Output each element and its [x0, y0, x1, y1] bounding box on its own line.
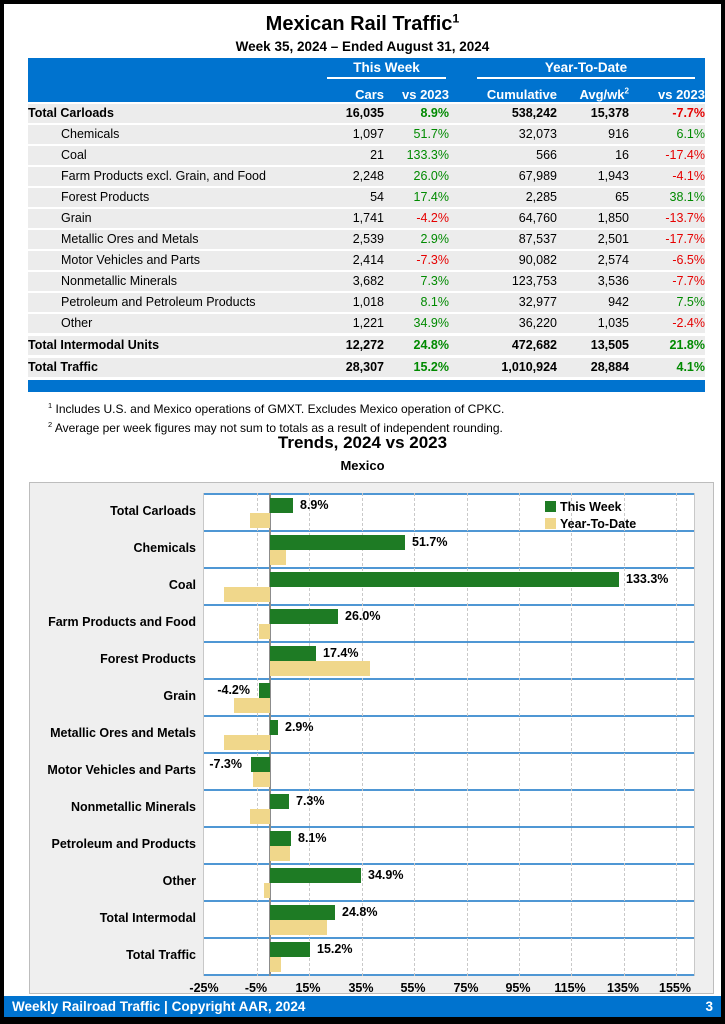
avg-per-week-value: 28,884 — [557, 357, 629, 379]
bar-value-label: 34.9% — [368, 868, 404, 882]
x-axis-tick-label: 35% — [348, 981, 374, 995]
avg-per-week-value: 2,574 — [557, 250, 629, 271]
cars-value: 2,539 — [324, 229, 384, 250]
gridline — [414, 493, 415, 976]
traffic-table-body — [28, 103, 705, 378]
cumulative-value: 32,977 — [449, 292, 557, 313]
row-label: Nonmetallic Minerals — [28, 271, 324, 292]
gridline — [624, 493, 625, 976]
trends-chart — [29, 482, 714, 994]
chart-plot-area — [203, 493, 695, 976]
gridline — [676, 493, 677, 976]
x-axis-tick-label: 115% — [554, 981, 586, 995]
chart-subtitle: Mexico — [340, 458, 385, 473]
legend-item-this-week — [545, 498, 636, 515]
ytd-bar — [270, 661, 370, 676]
cumulative-value: 472,682 — [449, 335, 557, 357]
avg-per-week-value: 3,536 — [557, 271, 629, 292]
table-row — [28, 357, 705, 379]
table-bottom-band — [28, 380, 705, 392]
title-footnote-marker: 1 — [452, 11, 460, 26]
x-axis-tick-label: 95% — [505, 981, 531, 995]
x-axis-tick-label: 155% — [659, 981, 691, 995]
this-week-bar — [270, 831, 291, 846]
ytd-vs-2023-value: -2.4% — [629, 313, 705, 335]
this-week-bar — [270, 905, 335, 920]
ytd-vs-2023-value: -13.7% — [629, 208, 705, 229]
footer — [4, 996, 721, 1017]
column-header-row — [28, 79, 705, 103]
ytd-group-label: Year-To-Date — [477, 60, 695, 79]
this-week-vs-2023-value: -4.2% — [384, 208, 449, 229]
chart-category-label: Total Carloads — [110, 503, 196, 518]
cumulative-value: 36,220 — [449, 313, 557, 335]
ytd-vs-2023-value: 7.5% — [629, 292, 705, 313]
ytd-vs-2023-value: 38.1% — [629, 187, 705, 208]
this-week-vs-2023-value: 2.9% — [384, 229, 449, 250]
chart-row-band — [204, 752, 694, 789]
chart-row-band — [204, 678, 694, 715]
column-header-cumulative: Cumulative — [449, 79, 557, 103]
cumulative-value: 90,082 — [449, 250, 557, 271]
this-week-vs-2023-value: 34.9% — [384, 313, 449, 335]
avg-per-week-value: 942 — [557, 292, 629, 313]
cars-value: 12,272 — [324, 335, 384, 357]
ytd-swatch-icon — [545, 518, 556, 529]
x-axis-tick-label: 15% — [295, 981, 321, 995]
x-axis-tick-label: 75% — [453, 981, 479, 995]
legend-label-this-week: This Week — [560, 499, 622, 514]
ytd-bar — [270, 846, 290, 861]
avg-per-week-value: 16 — [557, 145, 629, 166]
ytd-vs-2023-value: -7.7% — [629, 271, 705, 292]
row-label: Total Intermodal Units — [28, 335, 324, 357]
chart-category-label: Petroleum and Products — [51, 836, 196, 851]
column-header-ytd-vs2023: vs 2023 — [629, 79, 705, 103]
row-label: Chemicals — [28, 124, 324, 145]
this-week-vs-2023-value: 24.8% — [384, 335, 449, 357]
chart-category-label: Farm Products and Food — [48, 614, 196, 629]
column-header-cars: Cars — [324, 79, 384, 103]
chart-category-label: Motor Vehicles and Parts — [47, 762, 196, 777]
x-axis-tick-label: 135% — [607, 981, 639, 995]
avg-per-week-footnote-marker: 2 — [624, 86, 629, 96]
avg-per-week-value: 15,378 — [557, 103, 629, 124]
cars-value: 28,307 — [324, 357, 384, 379]
page-title — [4, 13, 721, 36]
footnote-1-text: Includes U.S. and Mexico operations of GMXT. Excludes Mexico operation of CPKC. — [55, 402, 505, 416]
ytd-bar — [270, 957, 281, 972]
bar-value-label: 15.2% — [317, 942, 353, 956]
footer-bottom-edge — [4, 1017, 721, 1020]
table-row — [28, 103, 705, 124]
row-label: Grain — [28, 208, 324, 229]
ytd-vs-2023-value: -4.1% — [629, 166, 705, 187]
avg-per-week-value: 1,850 — [557, 208, 629, 229]
chart-category-label: Grain — [163, 688, 196, 703]
cumulative-value: 64,760 — [449, 208, 557, 229]
footnote-2-marker: 2 — [48, 420, 53, 430]
ytd-vs-2023-value: 6.1% — [629, 124, 705, 145]
bar-value-label: 8.1% — [298, 831, 327, 845]
table-row — [28, 208, 705, 229]
ytd-bar — [224, 735, 270, 750]
row-label: Coal — [28, 145, 324, 166]
ytd-bar — [270, 550, 286, 565]
cumulative-value: 566 — [449, 145, 557, 166]
x-axis-tick-label: -25% — [189, 981, 219, 995]
column-header-avg-per-week — [557, 79, 629, 103]
footnote-2-text: Average per week figures may not sum to totals as a result of independent rounding. — [54, 421, 503, 436]
this-week-group-label: This Week — [327, 60, 446, 79]
bar-value-label: 133.3% — [626, 572, 669, 586]
x-axis-tick-label: 55% — [400, 981, 426, 995]
group-header-row — [28, 58, 705, 79]
row-label: Petroleum and Petroleum Products — [28, 292, 324, 313]
ytd-group-header — [449, 58, 705, 79]
legend-label-ytd: Year-To-Date — [560, 516, 637, 531]
chart-category-label: Nonmetallic Minerals — [70, 799, 196, 814]
this-week-vs-2023-value: 8.1% — [384, 292, 449, 313]
chart-header — [4, 433, 721, 473]
this-week-vs-2023-value: 17.4% — [384, 187, 449, 208]
cumulative-value: 87,537 — [449, 229, 557, 250]
chart-bottom-border — [204, 974, 694, 976]
bar-value-label: 8.9% — [300, 498, 329, 512]
cumulative-value: 538,242 — [449, 103, 557, 124]
chart-category-label: Total Intermodal — [99, 910, 196, 925]
ytd-vs-2023-value: 4.1% — [629, 357, 705, 379]
this-week-bar — [270, 535, 405, 550]
this-week-vs-2023-value: 8.9% — [384, 103, 449, 124]
row-label: Other — [28, 313, 324, 335]
gridline — [467, 493, 468, 976]
ytd-bar — [270, 920, 327, 935]
bar-value-label: -7.3% — [209, 757, 242, 771]
chart-category-label: Coal — [168, 577, 196, 592]
table-header — [28, 58, 705, 103]
this-week-vs-2023-value: 51.7% — [384, 124, 449, 145]
bar-value-label: 51.7% — [412, 535, 448, 549]
ytd-bar — [253, 772, 270, 787]
this-week-bar — [259, 683, 270, 698]
x-axis-tick-label: -5% — [244, 981, 268, 995]
this-week-vs-2023-value: 133.3% — [384, 145, 449, 166]
table-row — [28, 229, 705, 250]
ytd-bar — [259, 624, 270, 639]
bar-value-label: 7.3% — [296, 794, 325, 808]
chart-category-label: Metallic Ores and Metals — [50, 725, 196, 740]
avg-per-week-label: Avg/wk — [579, 87, 625, 102]
this-week-bar — [270, 720, 278, 735]
table-row — [28, 124, 705, 145]
bar-value-label: -4.2% — [217, 683, 250, 697]
ytd-bar — [250, 809, 270, 824]
cumulative-value: 67,989 — [449, 166, 557, 187]
footer-page-number: 3 — [705, 999, 713, 1014]
table-row — [28, 335, 705, 357]
ytd-bar — [250, 513, 270, 528]
this-week-bar — [251, 757, 270, 772]
ytd-vs-2023-value: -7.7% — [629, 103, 705, 124]
this-week-vs-2023-value: -7.3% — [384, 250, 449, 271]
row-label: Motor Vehicles and Parts — [28, 250, 324, 271]
cumulative-value: 2,285 — [449, 187, 557, 208]
ytd-vs-2023-value: -17.4% — [629, 145, 705, 166]
table-row — [28, 271, 705, 292]
table-row — [28, 145, 705, 166]
page-title-text: Mexican Rail Traffic — [265, 13, 453, 35]
row-label: Forest Products — [28, 187, 324, 208]
cumulative-value: 32,073 — [449, 124, 557, 145]
cars-value: 2,248 — [324, 166, 384, 187]
gridline — [519, 493, 520, 976]
bar-value-label: 2.9% — [285, 720, 314, 734]
cars-value: 54 — [324, 187, 384, 208]
this-week-bar — [270, 609, 338, 624]
this-week-bar — [270, 868, 361, 883]
bar-value-label: 26.0% — [345, 609, 381, 623]
this-week-bar — [270, 498, 293, 513]
cars-value: 2,414 — [324, 250, 384, 271]
ytd-vs-2023-value: -17.7% — [629, 229, 705, 250]
cars-value: 3,682 — [324, 271, 384, 292]
row-label: Total Carloads — [28, 103, 324, 124]
this-week-bar — [270, 794, 289, 809]
table-row — [28, 166, 705, 187]
footer-left-text: Weekly Railroad Traffic | Copyright AAR, 2024 — [12, 999, 306, 1014]
ytd-vs-2023-value: -6.5% — [629, 250, 705, 271]
ytd-bar — [234, 698, 270, 713]
cars-value: 16,035 — [324, 103, 384, 124]
column-header-this-week-vs2023: vs 2023 — [384, 79, 449, 103]
avg-per-week-value: 13,505 — [557, 335, 629, 357]
table-row — [28, 313, 705, 335]
chart-category-label: Forest Products — [100, 651, 196, 666]
this-week-bar — [270, 646, 316, 661]
this-week-vs-2023-value: 26.0% — [384, 166, 449, 187]
table-row — [28, 292, 705, 313]
avg-per-week-value: 1,943 — [557, 166, 629, 187]
chart-category-label: Total Traffic — [126, 947, 196, 962]
avg-per-week-value: 1,035 — [557, 313, 629, 335]
page-subtitle: Week 35, 2024 – Ended August 31, 2024 — [235, 39, 490, 54]
chart-category-label: Chemicals — [133, 540, 196, 555]
cars-value: 1,221 — [324, 313, 384, 335]
this-week-group-header — [324, 58, 449, 79]
avg-per-week-value: 65 — [557, 187, 629, 208]
row-label: Farm Products excl. Grain, and Food — [28, 166, 324, 187]
cars-value: 21 — [324, 145, 384, 166]
avg-per-week-value: 916 — [557, 124, 629, 145]
this-week-bar — [270, 572, 619, 587]
cumulative-value: 1,010,924 — [449, 357, 557, 379]
table-row — [28, 187, 705, 208]
ytd-bar — [224, 587, 270, 602]
row-label: Metallic Ores and Metals — [28, 229, 324, 250]
this-week-vs-2023-value: 7.3% — [384, 271, 449, 292]
table-row — [28, 250, 705, 271]
cars-value: 1,097 — [324, 124, 384, 145]
gridline — [571, 493, 572, 976]
cars-value: 1,741 — [324, 208, 384, 229]
footnote-1-marker: 1 — [48, 401, 53, 410]
avg-per-week-value: 2,501 — [557, 229, 629, 250]
this-week-vs-2023-value: 15.2% — [384, 357, 449, 379]
report-header — [4, 13, 721, 54]
bar-value-label: 17.4% — [323, 646, 359, 660]
empty-header-cell — [28, 79, 324, 103]
chart-legend — [545, 498, 636, 532]
cars-value: 1,018 — [324, 292, 384, 313]
cumulative-value: 123,753 — [449, 271, 557, 292]
footnote-1 — [48, 400, 705, 419]
empty-header-cell — [28, 58, 324, 79]
legend-item-ytd — [545, 515, 636, 532]
ytd-vs-2023-value: 21.8% — [629, 335, 705, 357]
row-label: Total Traffic — [28, 357, 324, 379]
this-week-swatch-icon — [545, 501, 556, 512]
chart-title: Trends, 2024 vs 2023 — [277, 433, 448, 452]
traffic-table-section — [28, 58, 705, 438]
traffic-table — [28, 58, 705, 379]
ytd-bar — [264, 883, 270, 898]
chart-category-label: Other — [162, 873, 196, 888]
bar-value-label: 24.8% — [342, 905, 378, 919]
this-week-bar — [270, 942, 310, 957]
